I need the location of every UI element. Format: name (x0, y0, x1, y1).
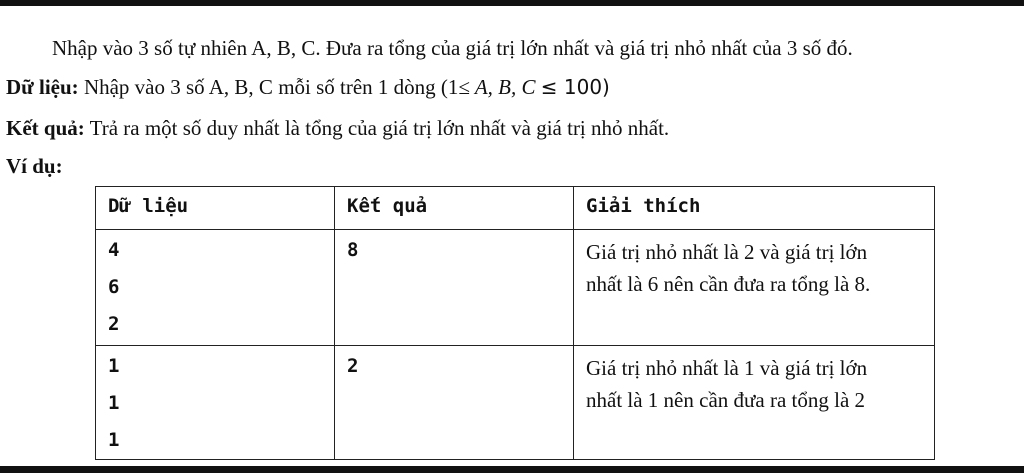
explanation-line: nhất là 6 nên cần đưa ra tổng là 8. (586, 272, 871, 296)
output-cell (335, 230, 574, 346)
table-row (96, 230, 935, 346)
example-label: Ví dụ: (6, 154, 63, 178)
explanation-line: Giá trị nhỏ nhất là 1 và giá trị lớn (586, 356, 868, 380)
input-value: 6 (108, 276, 120, 298)
input-text: Nhập vào 3 số A, B, C mỗi số trên 1 dòng (1 (78, 75, 459, 99)
problem-intro: Nhập vào 3 số tự nhiên A, B, C. Đưa ra tổng của giá trị lớn nhất và giá trị nhỏ nhất của 3 số đó. (52, 36, 853, 60)
output-text: Trả ra một số duy nhất là tổng của giá trị lớn nhất và giá trị nhỏ nhất. (84, 116, 670, 140)
explanation-cell (574, 346, 935, 460)
top-border (0, 0, 1024, 6)
input-value: 2 (108, 313, 120, 335)
input-label: Dữ liệu: (6, 75, 79, 99)
explanation-line: Giá trị nhỏ nhất là 2 và giá trị lớn (586, 240, 868, 264)
output-label: Kết quả: (6, 116, 85, 140)
input-cell (96, 230, 335, 346)
output-value: 2 (347, 355, 359, 377)
explanation-line: nhất là 1 nên cần đưa ra tổng là 2 (586, 388, 866, 412)
output-cell (335, 346, 574, 460)
input-value: 4 (108, 239, 120, 261)
output-value: 8 (347, 239, 359, 261)
header-input: Dữ liệu (96, 187, 335, 230)
constraint-vars: A, B, C (469, 75, 541, 99)
bottom-border (0, 466, 1024, 473)
input-value: 1 (108, 429, 120, 451)
examples-table (95, 186, 935, 460)
constraint-upper: ≤ 100) (540, 75, 610, 99)
input-description (6, 75, 610, 99)
input-value: 1 (108, 392, 120, 414)
header-explanation: Giải thích (574, 187, 935, 230)
explanation-cell (574, 230, 935, 346)
input-cell (96, 346, 335, 460)
input-value: 1 (108, 355, 120, 377)
table-header-row (96, 187, 935, 230)
output-description (6, 116, 669, 140)
header-output: Kết quả (335, 187, 574, 230)
constraint-le-1: ≤ (458, 75, 470, 99)
table-row (96, 346, 935, 460)
